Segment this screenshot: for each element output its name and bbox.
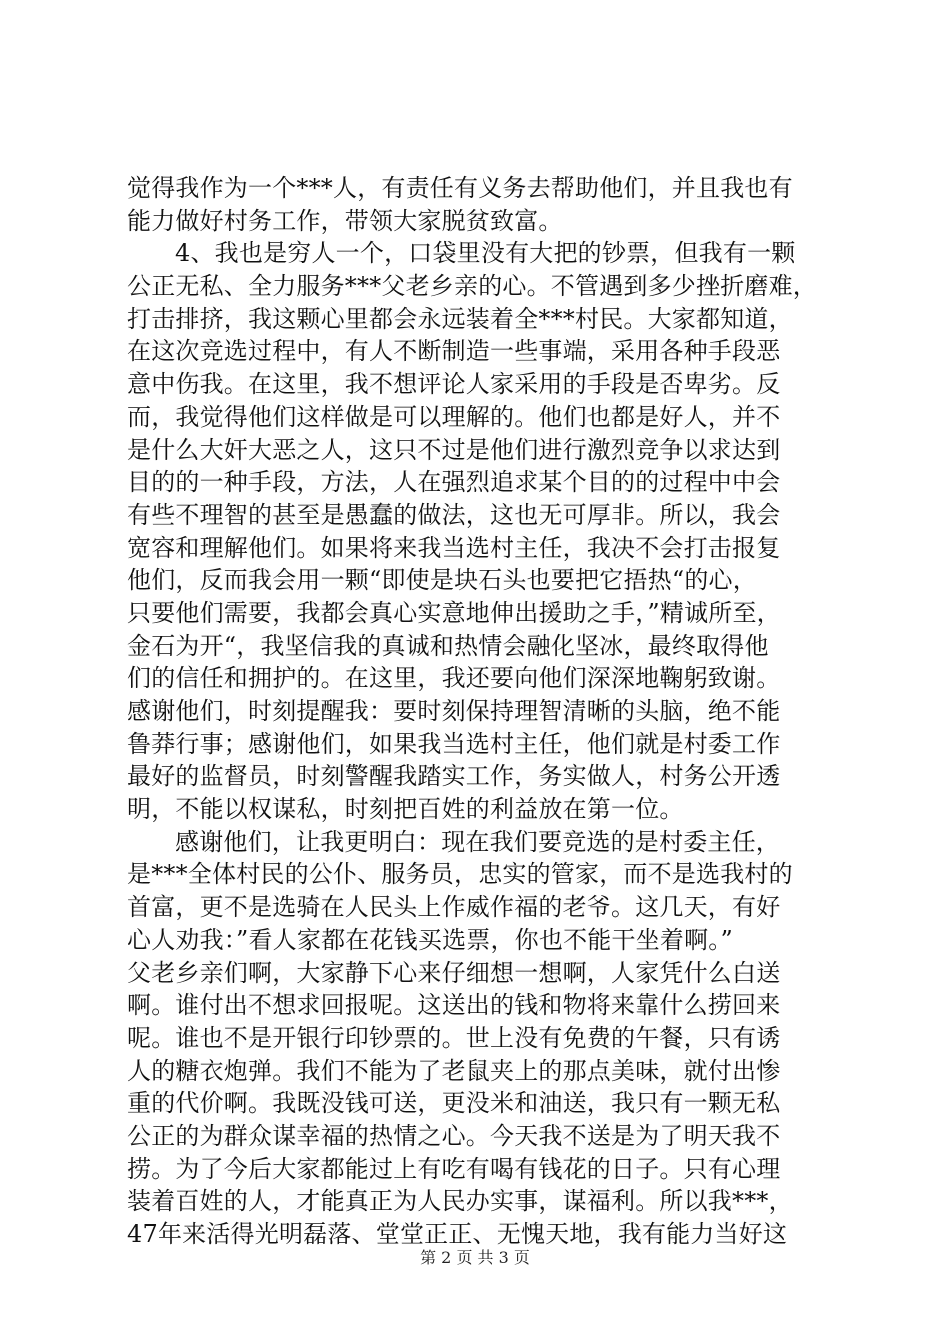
paragraph-start-line: 4、我也是穷人一个，口袋里没有大把的钞票，但我有一颗 (175, 239, 796, 268)
text-line: 捞。为了今后大家都能过上有吃有喝有钱花的日子。只有心理 (127, 1154, 781, 1183)
text-line: 金石为开“，我坚信我的真诚和热情会融化坚冰，最终取得他 (127, 631, 769, 660)
text-line: 是什么大奸大恶之人，这只不过是他们进行激烈竞争以求达到 (127, 435, 781, 464)
text-line: 目的的一种手段，方法，人在强烈追求某个目的的过程中中会 (127, 468, 781, 497)
page-number-footer: 第 2 页 共 3 页 (420, 1248, 530, 1267)
text-line: 宽容和理解他们。如果将来我当选村主任，我决不会打击报复 (127, 533, 781, 562)
text-line: 鲁莽行事；感谢他们，如果我当选村主任，他们就是村委工作 (127, 729, 781, 758)
text-line: 明，不能以权谋私，时刻把百姓的利益放在第一位。 (127, 795, 684, 824)
paragraph-start-line: 感谢他们，让我更明白：现在我们要竞选的是村委主任， (175, 827, 780, 856)
text-line: 人的糖衣炮弹。我们不能为了老鼠夹上的那点美味，就付出惨 (127, 1056, 781, 1085)
text-line: 是***全体村民的公仆、服务员，忠实的管家，而不是选我村的 (127, 860, 793, 889)
text-line: 有些不理智的甚至是愚蠢的做法，这也无可厚非。所以，我会 (127, 500, 781, 529)
text-line: 们的信任和拥护的。在这里，我还要向他们深深地鞠躬致谢。 (127, 664, 781, 693)
text-line: 重的代价啊。我既没钱可送，更没米和油送，我只有一颗无私 (127, 1089, 781, 1118)
text-line: 最好的监督员，时刻警醒我踏实工作，务实做人，村务公开透 (127, 762, 781, 791)
text-line: 47年来活得光明磊落、堂堂正正、无愧天地，我有能力当好这 (127, 1220, 788, 1248)
text-line: 父老乡亲们啊，大家静下心来仔细想一想啊，人家凭什么白送 (127, 958, 781, 987)
text-line: 觉得我作为一个***人，有责任有义务去帮助他们，并且我也有 (127, 174, 793, 202)
text-line: 心人劝我：”看人家都在花钱买选票，你也不能干坐着啊。” (127, 925, 733, 954)
text-line: 首富，更不是选骑在人民头上作威作福的老爷。这几天，有好 (127, 893, 781, 922)
text-line: 感谢他们，时刻提醒我：要时刻保持理智清晰的头脑，绝不能 (127, 697, 781, 725)
text-line: 只要他们需要，我都会真心实意地伸出援助之手，”精诚所至， (127, 598, 781, 627)
text-line: 在这次竞选过程中，有人不断制造一些事端，采用各种手段恶 (127, 337, 781, 366)
body-text (127, 172, 847, 1251)
text-line: 意中伤我。在这里，我不想评论人家采用的手段是否卑劣。反 (127, 370, 781, 399)
text-line: 能力做好村务工作，带领大家脱贫致富。 (127, 206, 563, 235)
text-line: 呢。谁也不是开银行印钞票的。世上没有免费的午餐，只有诱 (127, 1023, 781, 1052)
text-line: 而，我觉得他们这样做是可以理解的。他们也都是好人，并不 (127, 402, 781, 431)
text-line: 啊。谁付出不想求回报呢。这送出的钱和物将来靠什么捞回来 (127, 991, 781, 1020)
text-line: 公正无私、全力服务***父老乡亲的心。不管遇到多少挫折磨难， (127, 272, 817, 301)
text-line: 公正的为群众谋幸福的热情之心。今天我不送是为了明天我不 (127, 1121, 781, 1150)
text-line: 打击排挤，我这颗心里都会永远装着全***村民。大家都知道， (127, 304, 793, 333)
text-line: 他们，反而我会用一颗“即使是块石头也要把它捂热“的心， (127, 566, 757, 595)
text-line: 装着百姓的人，才能真正为人民办实事，谋福利。所以我***， (127, 1187, 793, 1216)
